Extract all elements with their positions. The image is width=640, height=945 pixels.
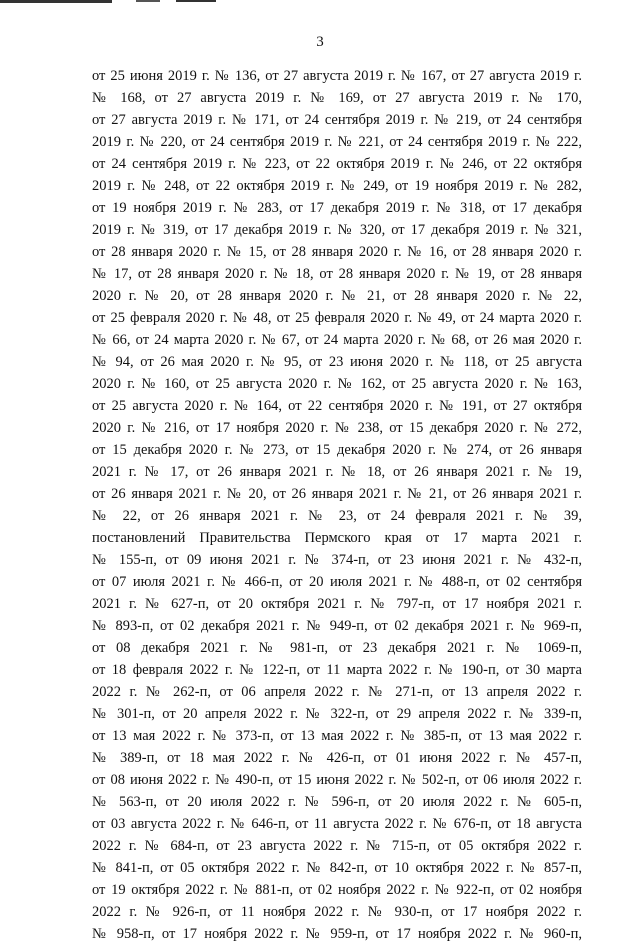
text-line: № 563-п, от 20 июля 2022 г. № 596-п, от 20 июля 2022 г. № 605-п,	[92, 794, 582, 810]
text-line: № 22, от 26 января 2021 г. № 23, от 24 февраля 2021 г. № 39,	[92, 508, 582, 524]
text-line: от 25 июня 2019 г. № 136, от 27 августа 2019 г. № 167, от 27 августа 2019 г.	[92, 68, 582, 84]
text-line: № 168, от 27 августа 2019 г. № 169, от 27 августа 2019 г. № 170,	[92, 90, 582, 106]
text-line: 2020 г. № 216, от 17 ноября 2020 г. № 238, от 15 декабря 2020 г. № 272,	[92, 420, 582, 436]
text-line: № 17, от 28 января 2020 г. № 18, от 28 января 2020 г. № 19, от 28 января	[92, 266, 582, 282]
text-line: 2019 г. № 319, от 17 декабря 2019 г. № 320, от 17 декабря 2019 г. № 321,	[92, 222, 582, 238]
text-line: от 28 января 2020 г. № 15, от 28 января 2020 г. № 16, от 28 января 2020 г.	[92, 244, 582, 260]
text-line: от 08 июня 2022 г. № 490-п, от 15 июня 2022 г. № 502-п, от 06 июля 2022 г.	[92, 772, 582, 788]
text-line: 2020 г. № 160, от 25 августа 2020 г. № 162, от 25 августа 2020 г. № 163,	[92, 376, 582, 392]
text-line: от 08 декабря 2021 г. № 981-п, от 23 декабря 2021 г. № 1069-п,	[92, 640, 582, 656]
text-line: № 66, от 24 марта 2020 г. № 67, от 24 марта 2020 г. № 68, от 26 мая 2020 г.	[92, 332, 582, 348]
text-line: № 389-п, от 18 мая 2022 г. № 426-п, от 01 июня 2022 г. № 457-п,	[92, 750, 582, 766]
text-line: от 26 января 2021 г. № 20, от 26 января 2021 г. № 21, от 26 января 2021 г.	[92, 486, 582, 502]
text-line: № 958-п, от 17 ноября 2022 г. № 959-п, от 17 ноября 2022 г. № 960-п,	[92, 926, 582, 942]
text-line: № 155-п, от 09 июня 2021 г. № 374-п, от 23 июня 2021 г. № 432-п,	[92, 552, 582, 568]
text-line: № 841-п, от 05 октября 2022 г. № 842-п, от 10 октября 2022 г. № 857-п,	[92, 860, 582, 876]
text-line: от 24 сентября 2019 г. № 223, от 22 октября 2019 г. № 246, от 22 октября	[92, 156, 582, 172]
text-line: 2021 г. № 17, от 26 января 2021 г. № 18, от 26 января 2021 г. № 19,	[92, 464, 582, 480]
page-number: 3	[316, 34, 324, 50]
text-line: 2022 г. № 684-п, от 23 августа 2022 г. № 715-п, от 05 октября 2022 г.	[92, 838, 582, 854]
edge-mark-gap	[136, 0, 160, 2]
edge-mark-left	[0, 0, 112, 3]
text-line: от 19 октября 2022 г. № 881-п, от 02 ноября 2022 г. № 922-п, от 02 ноября	[92, 882, 582, 898]
text-line: постановлений Правительства Пермского края от 17 марта 2021 г.	[92, 530, 582, 546]
text-line: № 893-п, от 02 декабря 2021 г. № 949-п, от 02 декабря 2021 г. № 969-п,	[92, 618, 582, 634]
text-line: от 25 февраля 2020 г. № 48, от 25 февраля 2020 г. № 49, от 24 марта 2020 г.	[92, 310, 582, 326]
text-line: 2020 г. № 20, от 28 января 2020 г. № 21, от 28 января 2020 г. № 22,	[92, 288, 582, 304]
text-line: от 27 августа 2019 г. № 171, от 24 сентября 2019 г. № 219, от 24 сентября	[92, 112, 582, 128]
edge-mark-right	[176, 0, 216, 2]
text-line: от 13 мая 2022 г. № 373-п, от 13 мая 2022 г. № 385-п, от 13 мая 2022 г.	[92, 728, 582, 744]
text-line: от 18 февраля 2022 г. № 122-п, от 11 марта 2022 г. № 190-п, от 30 марта	[92, 662, 582, 678]
text-line: № 94, от 26 мая 2020 г. № 95, от 23 июня 2020 г. № 118, от 25 августа	[92, 354, 582, 370]
document-body	[92, 65, 582, 945]
text-line: 2021 г. № 627-п, от 20 октября 2021 г. № 797-п, от 17 ноября 2021 г.	[92, 596, 582, 612]
text-line: 2019 г. № 220, от 24 сентября 2019 г. № 221, от 24 сентября 2019 г. № 222,	[92, 134, 582, 150]
text-line: от 03 августа 2022 г. № 646-п, от 11 августа 2022 г. № 676-п, от 18 августа	[92, 816, 582, 832]
text-line: 2022 г. № 926-п, от 11 ноября 2022 г. № 930-п, от 17 ноября 2022 г.	[92, 904, 582, 920]
text-line: от 25 августа 2020 г. № 164, от 22 сентября 2020 г. № 191, от 27 октября	[92, 398, 582, 414]
text-line: от 07 июля 2021 г. № 466-п, от 20 июля 2021 г. № 488-п, от 02 сентября	[92, 574, 582, 590]
text-line: от 19 ноября 2019 г. № 283, от 17 декабря 2019 г. № 318, от 17 декабря	[92, 200, 582, 216]
text-line: 2022 г. № 262-п, от 06 апреля 2022 г. № 271-п, от 13 апреля 2022 г.	[92, 684, 582, 700]
text-line: 2019 г. № 248, от 22 октября 2019 г. № 249, от 19 ноября 2019 г. № 282,	[92, 178, 582, 194]
text-line: от 15 декабря 2020 г. № 273, от 15 декабря 2020 г. № 274, от 26 января	[92, 442, 582, 458]
scan-edge-marks	[0, 0, 640, 14]
text-line: № 301-п, от 20 апреля 2022 г. № 322-п, от 29 апреля 2022 г. № 339-п,	[92, 706, 582, 722]
